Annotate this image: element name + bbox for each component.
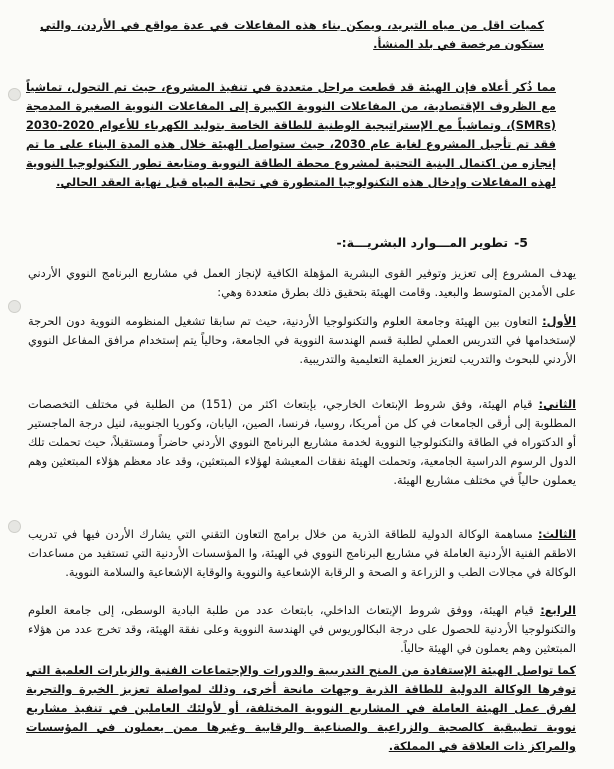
list-item-first [28, 312, 576, 369]
item-label: الرابع: [540, 603, 576, 617]
section-heading [336, 235, 528, 250]
paragraph-cooling-water: كميات اقل من مياه التبريد، ويمكن بناء هذه المفاعلات في عدة مواقع في الأردن، والتي ستكون مرخصة في بلد المنشأ. [40, 18, 544, 51]
binder-hole [8, 520, 21, 533]
list-item-fourth [28, 601, 576, 658]
item-text: قيام الهيئة، وفق شروط الإبتعاث الخارجي، بإبتعاث اكثر من (151) من الطلبة في مختلف التخصصات المطلوبة إلى أرقى الجامعات في كل من أمريكا، روسيا، فرنسا، الصين، اليابان، وكوريا الجنوبية، لنيل درجة الماجستير أو الدكتوراه في الطاقة والتكنولوجيا النووية لخدمة مشاريع البرنامج النووي الأردني حاضراً ومستقبلاً، حيث تحملت تلك الدول الرسوم الدراسية الجامعية، وتحملت الهيئة نفقات المعيشة لهؤلاء المبتعثين، وقد عاد معظم هؤلاء المبتعثين وهم يعملون حالياً في مختلف مشاريع الهيئة. [28, 397, 576, 487]
binder-hole [8, 88, 21, 101]
list-item-second [28, 395, 576, 490]
item-text: قيام الهيئة، ووفق شروط الإبتعاث الداخلي، بابتعاث عدد من طلبة البادية الوسطى، إلى جامعة العلوم والتكنولوجيا الأردنية للحصول على درجة البكالوريوس في الهندسة النووية وعلى نفقة الهيئة، وقد تخرج عدد من هؤلاء المبتعثين وهم يعملون في الهيئة حالياً. [28, 603, 576, 655]
item-label: الأول: [542, 314, 576, 328]
item-text: التعاون بين الهيئة وجامعة العلوم والتكنولوجيا الأردنية، حيث تم سابقا تشغيل المنظومه النووية دون الحرجة لإستخدامها في التدريس العملي لطلبة قسم الهندسة النووية في الجامعة، وحالياً يتم إستخدام مرافق المفاعل النووي الأردني للبحوث والتدريب لتعزيز العملية التعليمية والتدريبية. [28, 314, 576, 366]
item-label: الثالث: [538, 527, 576, 541]
list-item-third [28, 525, 576, 582]
section-number: 5- [514, 235, 528, 250]
item-label: الثاني: [538, 397, 576, 411]
item-text: مساهمة الوكالة الدولية للطاقة الذرية من خلال برامج التعاون التقني التي يشارك الأردن فيها في تدريب الاطقم الفنية الأردنية العاملة في مشاريع البرنامج النووي في الهيئة، وا المؤسسات الأردنية التي تستفيد من مساعدات الوكالة في مجالات الطب و الزراعة و الصحة و الرقابة الإشعاعية والنووية والوقاية الإشعاعية والسلامة النووية. [28, 527, 576, 579]
section-title: تطوير المـــوارد البشريـــة:- [336, 235, 509, 250]
binder-hole [8, 300, 21, 313]
paragraph-smr-transition: مما ذُكر أعلاه فإن الهيئة قد قطعت مراحل متعددة في تنفيذ المشروع، حيث تم التحول، تماشياً مع الظروف الإقتصادية، من المفاعلات النووية الكبيرة إلى المفاعلات النووية الصغيرة المدمجة (SMRs)، وتماشياً مع الإستراتيجية الوطنية للطاقة الخاصة بتوليد الكهرباء للأعوام 2020-2030 فقد تم تأجيل المشروع لغاية عام 2030، حيث ستواصل الهيئة خلال هذه المدة البناء على ما تم إنجازه من اكتمال البنية التحتية لمشروع محطة الطاقة النووية ومتابعة تطور التكنولوجيا النووية لهذه المفاعلات وإدخال هذه التكنولوجيا المتطورة في تحلية المياه قبل نهاية العقد الحالي. [26, 80, 556, 189]
paragraph-training-grants: كما تواصل الهيئة الإستفادة من المنح التدريبية والدورات والإجتماعات الفنية والزيارات العلمية التي توفرها الوكالة الدولية للطاقة الذرية وجهات مانحة أخرى، وذلك لمواصلة تعزيز الخبرة والتجربة لفرق عمل الهيئة العاملة في المشاريع النووية المختلفة، أو لأولئك العاملين في تنفيذ مشاريع نووية تطبيقية كالصحية والزراعية والصناعية والرقابية وغيرها ممن يعملون في المؤسسات والمراكز ذات العلاقة في المملكة. [26, 663, 576, 753]
paragraph-intro: يهدف المشروع إلى تعزيز وتوفير القوى البشرية المؤهلة الكافية لإنجاز العمل في مشاريع البرنامج النووي الأردني على الأمدين المتوسط والبعيد. وقامت الهيئة بتحقيق ذلك بطرق متعددة وهي: [28, 266, 576, 299]
